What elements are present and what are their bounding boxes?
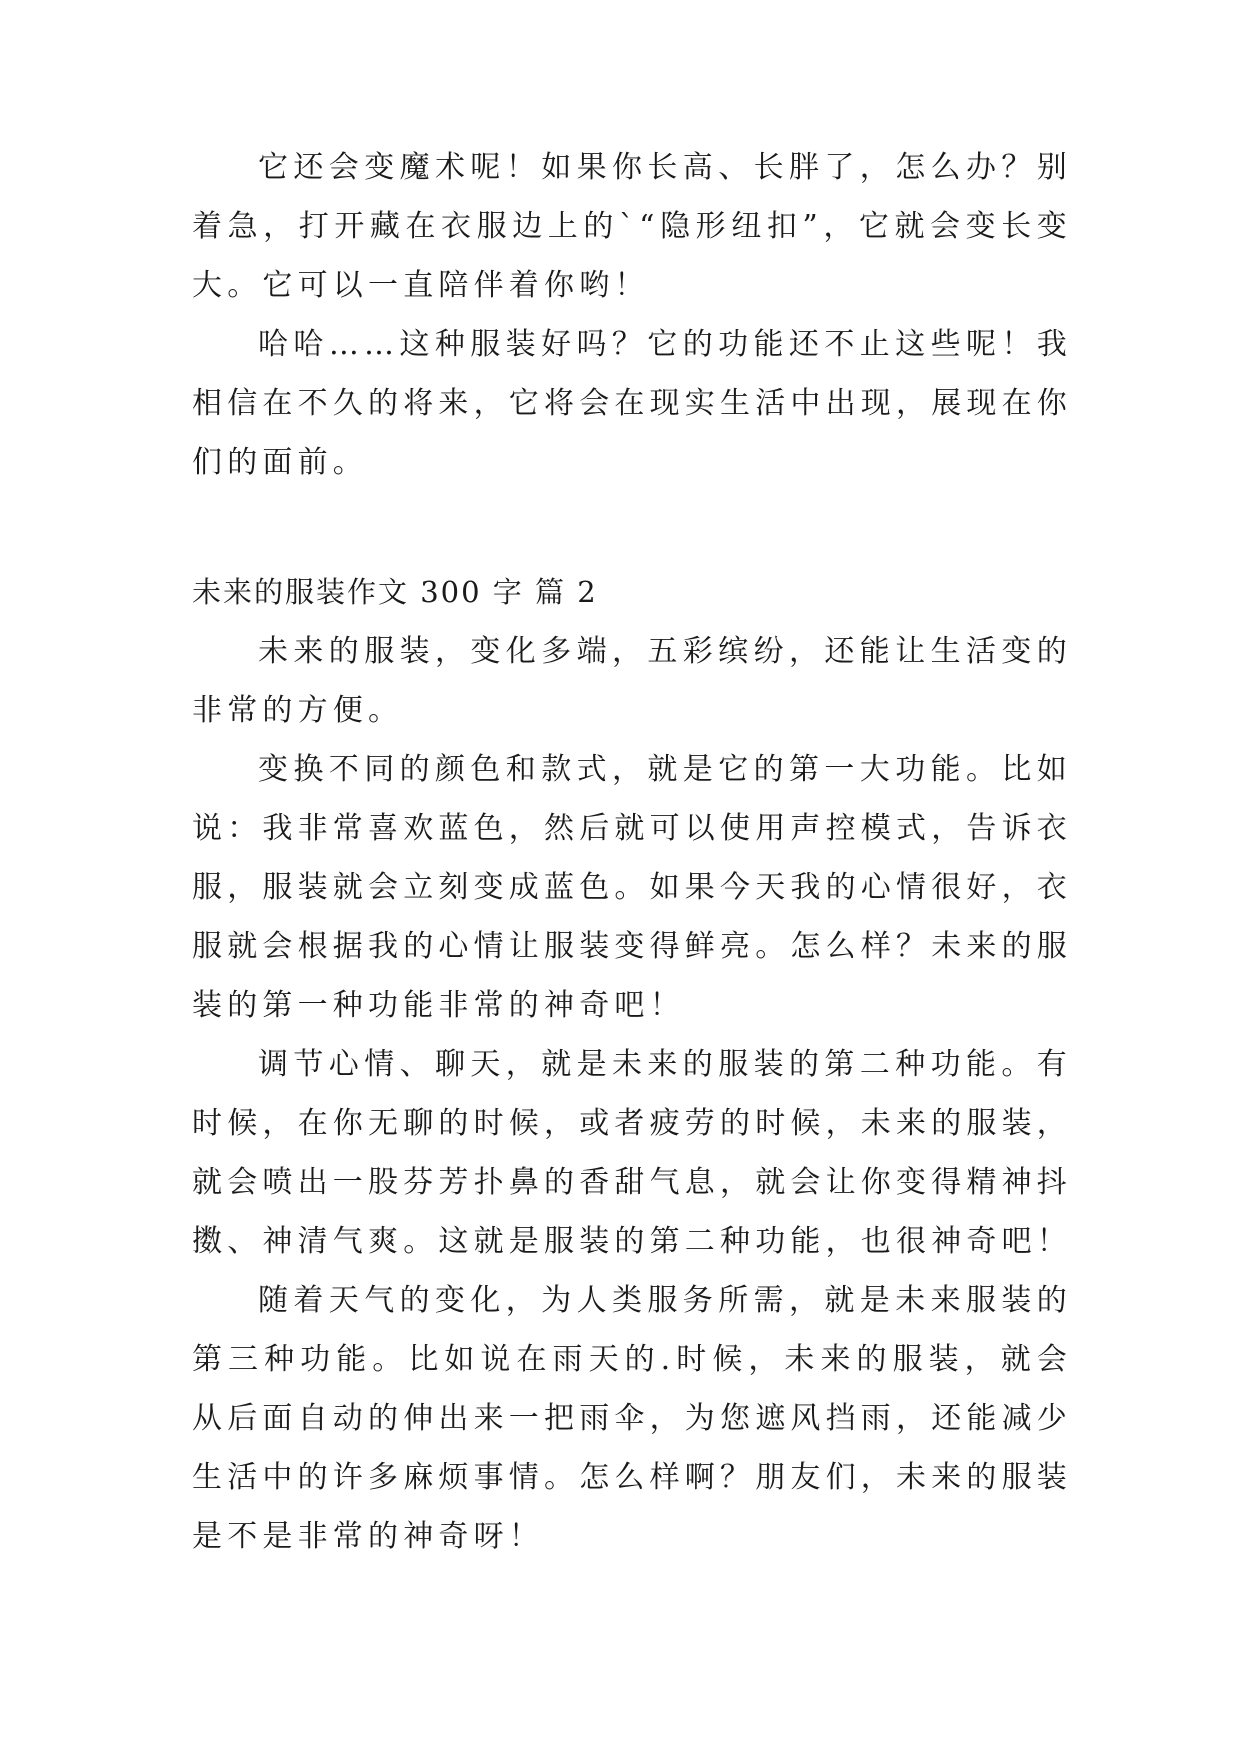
paragraph: 调节心情、聊天，就是未来的服装的第二种功能。有时候，在你无聊的时候，或者疲劳的时候，未来的服装，就会喷出一股芬芳扑鼻的香甜气息，就会让你变得精神抖擞、神清气爽。这就是服装的第二种功能，也很神奇吧！ [192, 1047, 1072, 1259]
section-heading: 未来的服装作文 300 字 篇 2 [192, 575, 598, 609]
paragraph: 哈哈……这种服装好吗？它的功能还不止这些呢！我相信在不久的将来，它将会在现实生活中出现，展现在你们的面前。 [192, 327, 1072, 480]
paragraph: 它还会变魔术呢！如果你长高、长胖了，怎么办？别着急，打开藏在衣服边上的`“隐形纽扣”，它就会变长变大。它可以一直陪伴着你哟！ [192, 150, 1072, 303]
paragraph: 未来的服装，变化多端，五彩缤纷，还能让生活变的非常的方便。 [192, 634, 1072, 728]
paragraph: 随着天气的变化，为人类服务所需，就是未来服装的第三种功能。比如说在雨天的.时候，未来的服装，就会从后面自动的伸出来一把雨伞，为您遮风挡雨，还能减少生活中的许多麻烦事情。怎么样啊？朋友们，未来的服装是不是非常的神奇呀！ [192, 1283, 1072, 1554]
paragraph: 变换不同的颜色和款式，就是它的第一大功能。比如说：我非常喜欢蓝色，然后就可以使用声控模式，告诉衣服，服装就会立刻变成蓝色。如果今天我的心情很好，衣服就会根据我的心情让服装变得鲜亮。怎么样？未来的服装的第一种功能非常的神奇吧！ [192, 752, 1072, 1023]
section-1-body [192, 138, 1072, 492]
section-2-body [192, 622, 1072, 1566]
